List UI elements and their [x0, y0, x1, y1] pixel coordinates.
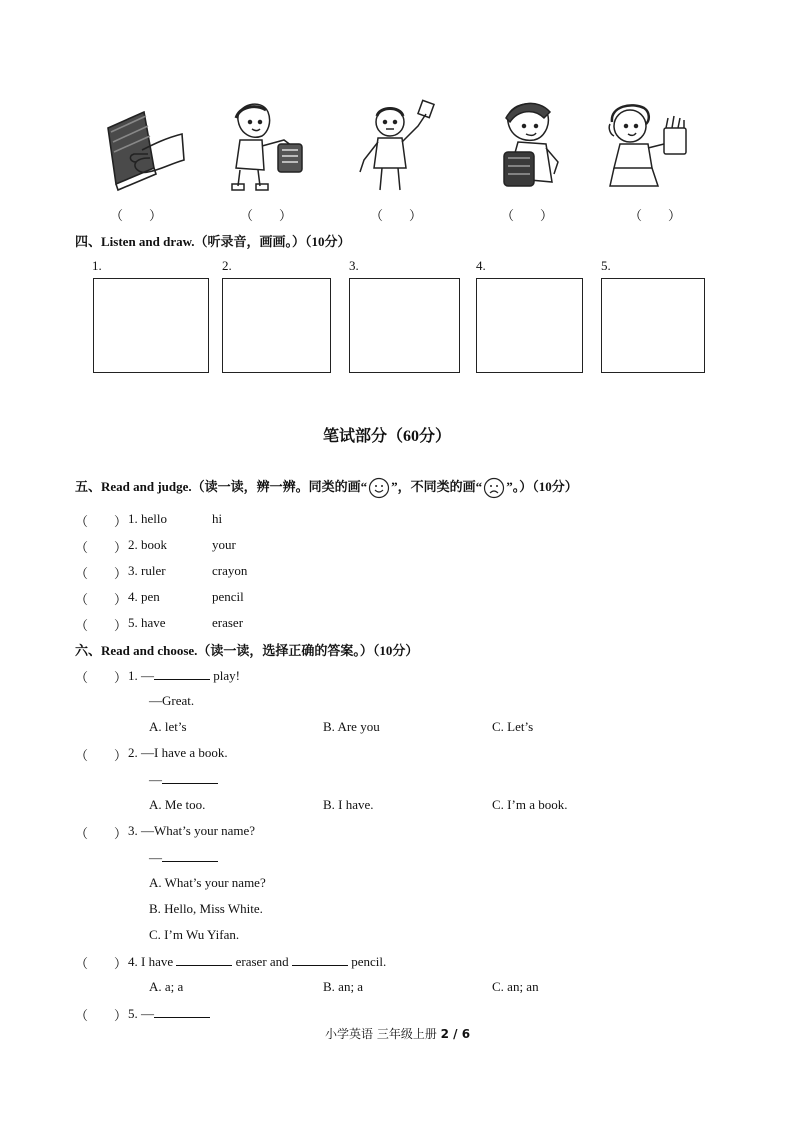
- section-5-title: [75, 476, 578, 499]
- choose-4-blank-2[interactable]: [292, 953, 348, 966]
- choose-2-reply: [149, 771, 218, 788]
- choose-4-part-1: 4. I have: [128, 954, 177, 969]
- choose-3-dash: —: [149, 850, 162, 865]
- draw-box-label-1: 1.: [92, 258, 102, 273]
- choose-5-prefix: 5. —: [128, 1006, 154, 1021]
- girl-with-crayon-box-icon: [606, 98, 696, 194]
- judge-2-word-b: your: [212, 537, 236, 552]
- choose-3-blank[interactable]: [162, 849, 218, 862]
- choose-1-blank[interactable]: [154, 667, 210, 680]
- choose-3-question: 3. —What’s your name?: [128, 823, 256, 838]
- draw-box-label-4: 4.: [476, 258, 486, 273]
- draw-box-5[interactable]: [601, 278, 705, 373]
- picture-5: [606, 98, 696, 194]
- section-5-title-part-a: 五、Read and judge.（读一读，辨一辨。同类的画“: [75, 479, 368, 494]
- child-with-pencil-box-icon: [222, 98, 312, 194]
- draw-box-1[interactable]: [93, 278, 209, 373]
- choose-1-suffix: play!: [210, 668, 240, 683]
- choose-1-question: [128, 667, 240, 684]
- draw-box-3[interactable]: [349, 278, 460, 373]
- judge-1-paren[interactable]: （ ）: [75, 514, 128, 529]
- draw-box-label-3: 3.: [349, 258, 359, 273]
- section-5-title-part-b: ”，不同类的画“: [391, 479, 483, 494]
- choose-1-option-c: C. Let’s: [492, 719, 534, 734]
- choose-1-option-a: A. let’s: [149, 719, 187, 734]
- choose-2-option-a: A. Me too.: [149, 797, 206, 812]
- judge-4-paren[interactable]: （ ）: [75, 592, 128, 607]
- choose-3-reply: [149, 849, 218, 866]
- choose-3-option-a: A. What’s your name?: [149, 875, 266, 890]
- choose-4-blank-1[interactable]: [176, 953, 232, 966]
- choose-5-question: [128, 1005, 210, 1022]
- page-footer: [325, 1025, 470, 1042]
- judge-5-paren[interactable]: （ ）: [75, 618, 128, 633]
- section-4-title: 四、Listen and draw.（听录音，画画。）（10分）: [75, 234, 351, 249]
- choose-4-option-b: B. an; a: [323, 979, 364, 994]
- draw-box-4[interactable]: [476, 278, 583, 373]
- choose-1-option-b: B. Are you: [323, 719, 380, 734]
- choose-2-blank[interactable]: [162, 771, 218, 784]
- girl-with-bag-icon: [494, 98, 584, 194]
- choose-2-question: 2. —I have a book.: [128, 745, 228, 760]
- picture-4: [494, 98, 584, 194]
- judge-5-word-b: eraser: [212, 615, 244, 630]
- draw-box-2[interactable]: [222, 278, 331, 373]
- choose-3-option-b: B. Hello, Miss White.: [149, 901, 263, 916]
- choose-4-option-c: C. an; an: [492, 979, 539, 994]
- choose-3-paren[interactable]: （ ）: [75, 826, 128, 841]
- smiley-face-icon: [368, 477, 390, 499]
- choose-5-blank[interactable]: [154, 1005, 210, 1018]
- choose-2-dash: —: [149, 772, 162, 787]
- boy-holding-eraser-icon: [350, 98, 440, 194]
- draw-box-label-5: 5.: [601, 258, 611, 273]
- choose-2-option-c: C. I’m a book.: [492, 797, 568, 812]
- hand-holding-book-icon: [96, 98, 186, 194]
- picture-1-answer-bracket[interactable]: （ ）: [110, 208, 163, 223]
- judge-3-paren[interactable]: （ ）: [75, 566, 128, 581]
- picture-2: [222, 98, 312, 194]
- judge-4-word-b: pencil: [212, 589, 244, 604]
- footer-course: 小学英语 三年级上册: [325, 1027, 441, 1041]
- picture-3: [350, 98, 440, 194]
- section-6-title: 六、Read and choose.（读一读，选择正确的答案。）（10分）: [75, 643, 419, 658]
- choose-3-option-c: C. I’m Wu Yifan.: [149, 927, 240, 942]
- judge-5-word-a: 5. have: [128, 615, 166, 630]
- sad-face-icon: [483, 477, 505, 499]
- choose-2-option-b: B. I have.: [323, 797, 374, 812]
- picture-4-answer-bracket[interactable]: （ ）: [501, 208, 554, 223]
- choose-4-question: [128, 953, 386, 970]
- choose-2-paren[interactable]: （ ）: [75, 748, 128, 763]
- choose-1-paren[interactable]: （ ）: [75, 670, 128, 685]
- choose-4-option-a: A. a; a: [149, 979, 184, 994]
- choose-4-paren[interactable]: （ ）: [75, 956, 128, 971]
- judge-3-word-b: crayon: [212, 563, 248, 578]
- choose-1-prefix: 1. —: [128, 668, 154, 683]
- draw-box-label-2: 2.: [222, 258, 232, 273]
- picture-3-answer-bracket[interactable]: （ ）: [370, 208, 423, 223]
- picture-5-answer-bracket[interactable]: （ ）: [629, 208, 682, 223]
- judge-3-word-a: 3. ruler: [128, 563, 166, 578]
- written-part-title: 笔试部分（60分）: [323, 428, 452, 445]
- picture-2-answer-bracket[interactable]: （ ）: [240, 208, 293, 223]
- judge-1-word-b: hi: [212, 511, 223, 526]
- choose-4-part-3: pencil.: [347, 954, 387, 969]
- section-5-title-part-c: ”。）（10分）: [506, 479, 578, 494]
- choose-1-reply: —Great.: [149, 693, 195, 708]
- picture-1: [96, 98, 186, 194]
- judge-2-paren[interactable]: （ ）: [75, 540, 128, 555]
- judge-1-word-a: 1. hello: [128, 511, 167, 526]
- choose-4-part-2: eraser and: [232, 954, 292, 969]
- choose-5-paren[interactable]: （ ）: [75, 1008, 128, 1023]
- judge-4-word-a: 4. pen: [128, 589, 160, 604]
- footer-page-number: 2 / 6: [440, 1027, 471, 1041]
- judge-2-word-a: 2. book: [128, 537, 167, 552]
